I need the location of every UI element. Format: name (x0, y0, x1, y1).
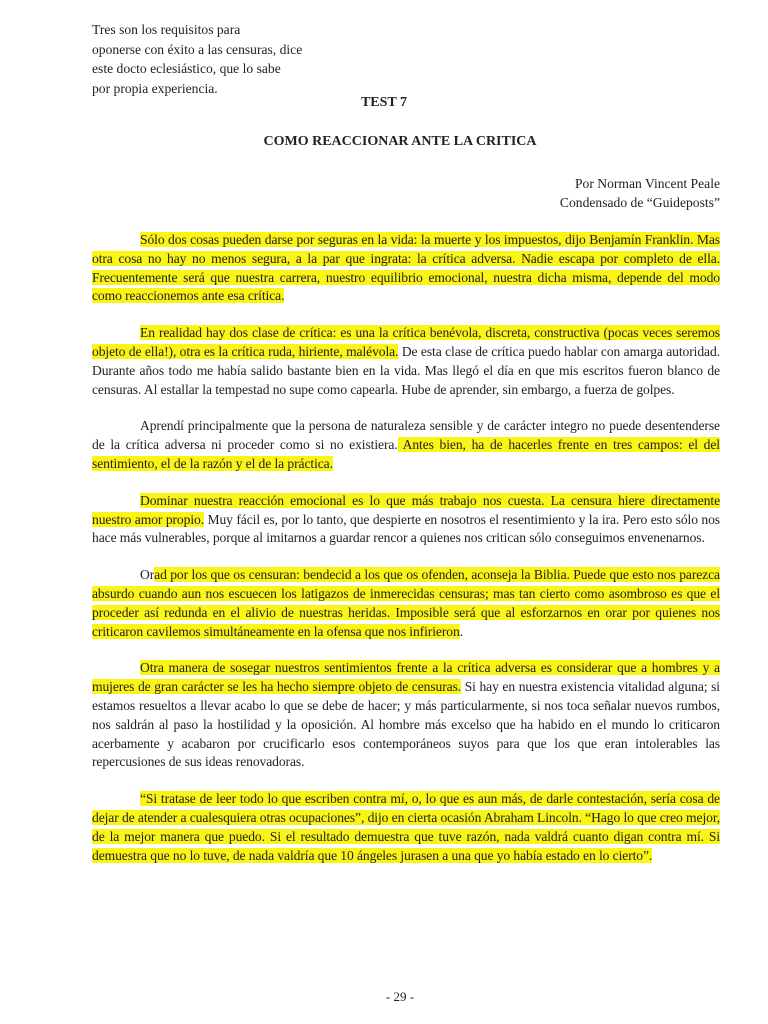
paragraph-text: Muy fácil es, por lo tanto, que despierte en nosotros el resentimiento y la ira. Pero esto sólo nos hace más vulnerables, porque al imitarnos a guardar rencor a quienes nos critican sólo conseguimos envenenarnos. (92, 511, 720, 546)
paragraph (92, 417, 720, 473)
page-number: - 29 - (385, 989, 415, 1004)
source: Condensado de “Guideposts” (559, 195, 720, 210)
paragraph-text: . (459, 623, 463, 639)
test-label: TEST 7 (360, 95, 408, 110)
paragraph-text: De esta clase de crítica puedo hablar con amarga autoridad. Durante años todo me había salido bastante bien en la vida. Mas llegó el día en que mis escritos fueron blanco de censuras. Al estallar la tempestad no supe como capearla. Hube de aprender, sin embargo, a fuerza de golpes. (92, 343, 720, 397)
highlighted-text: Sólo dos cosas pueden darse por seguras en la vida: la muerte y los impuestos, dijo Benjamín Franklin. Mas otra cosa no hay no menos segura, a la par que ingrata: la crítica adversa. Nadie escapa por completo de ella. Frecuentemente será que nuestra carrera, nuestro equilibrio emocional, nuestra dicha misma, depende del modo como reaccionemos ante esa crítica. (92, 232, 720, 304)
highlighted-text: ad por los que os censuran: bendecid a los que os ofenden, aconseja la Biblia. Puede que esto nos parezca absurdo cuando aun nos escuecen los latigazos de inmerecidas censuras; mas tan cierto como asombroso es que el proceder así redunda en el alivio de nuestras heridas. Imposible será que al esforzarnos en orar por quienes nos criticaron cavilemos simultáneamente en la ofensa que nos infirieron (92, 567, 720, 639)
intro-note (92, 20, 392, 98)
paragraph-text: Aprendí principalmente que la persona de naturaleza sensible y de carácter integro no puede desentenderse de la crítica adversa ni proceder como si no existiera. (92, 418, 720, 453)
paragraph (92, 231, 720, 306)
highlighted-text: Otra manera de sosegar nuestros sentimientos frente a la crítica adversa es considerar que a hombres y a mujeres de gran carácter se les ha hecho siempre objeto de censuras. (92, 660, 720, 695)
highlighted-text: “Si tratase de leer todo lo que escriben contra mí, o, lo que es aun más, de darle contestación, sería cosa de dejar de atender a cualesquiera otras ocupaciones”, dijo en cierta ocasión Abraham Lincoln. “Hago lo que creo mejor, de la mejor manera que puedo. Si el resultado demuestra que tuve razón, nada valdrá cuanto digan contra mí. Si demuestra que no lo tuve, de nada valdría que 10 ángeles jurasen a una que yo había estado en lo cierto”. (92, 791, 720, 863)
paragraph (92, 492, 720, 548)
paragraph (92, 790, 720, 865)
highlighted-text: En realidad hay dos clase de crítica: es una la crítica benévola, discreta, constructiva (pocas veces seremos objeto de ella!), otra es la crítica ruda, hiriente, malévola. (92, 325, 720, 359)
paragraph-text: Or (140, 567, 155, 583)
article-body (92, 231, 720, 883)
paragraph-text: Si hay en nuestra existencia vitalidad alguna; si estamos resueltos a llevar acabo lo que se debe de hacer; y más particularmente, si nos toca señalar nuevos rumbos, nos saldrán al paso la hostilidad y la oposición. Al hombre más excelso que ha habido en el mundo lo criticaron acerbamente y acabaron por crucificarlo esos contemporáneos suyos para que los que eran intolerables las repercusiones de sus ideas renovadoras. (92, 679, 720, 770)
highlighted-text: Dominar nuestra reacción emocional es lo que más trabajo nos cuesta. La censura hiere directamente nuestro amor propio. (92, 492, 720, 527)
byline (560, 174, 720, 212)
author: Por Norman Vincent Peale (574, 176, 720, 191)
intro-line: por propia experiencia. (92, 80, 218, 96)
intro-line: Tres son los requisitos para (92, 22, 241, 37)
intro-line: este docto eclesiástico, que lo sabe (92, 61, 281, 76)
intro-line: oponerse con éxito a las censuras, dice (92, 41, 303, 57)
article-title: COMO REACCIONAR ANTE LA CRITICA (263, 134, 537, 149)
paragraph (92, 566, 720, 641)
paragraph (92, 324, 720, 399)
paragraph (92, 659, 720, 772)
highlighted-text: Antes bien, ha de hacerles frente en tres campos: el del sentimiento, el de la razón y el de la práctica. (92, 437, 720, 471)
